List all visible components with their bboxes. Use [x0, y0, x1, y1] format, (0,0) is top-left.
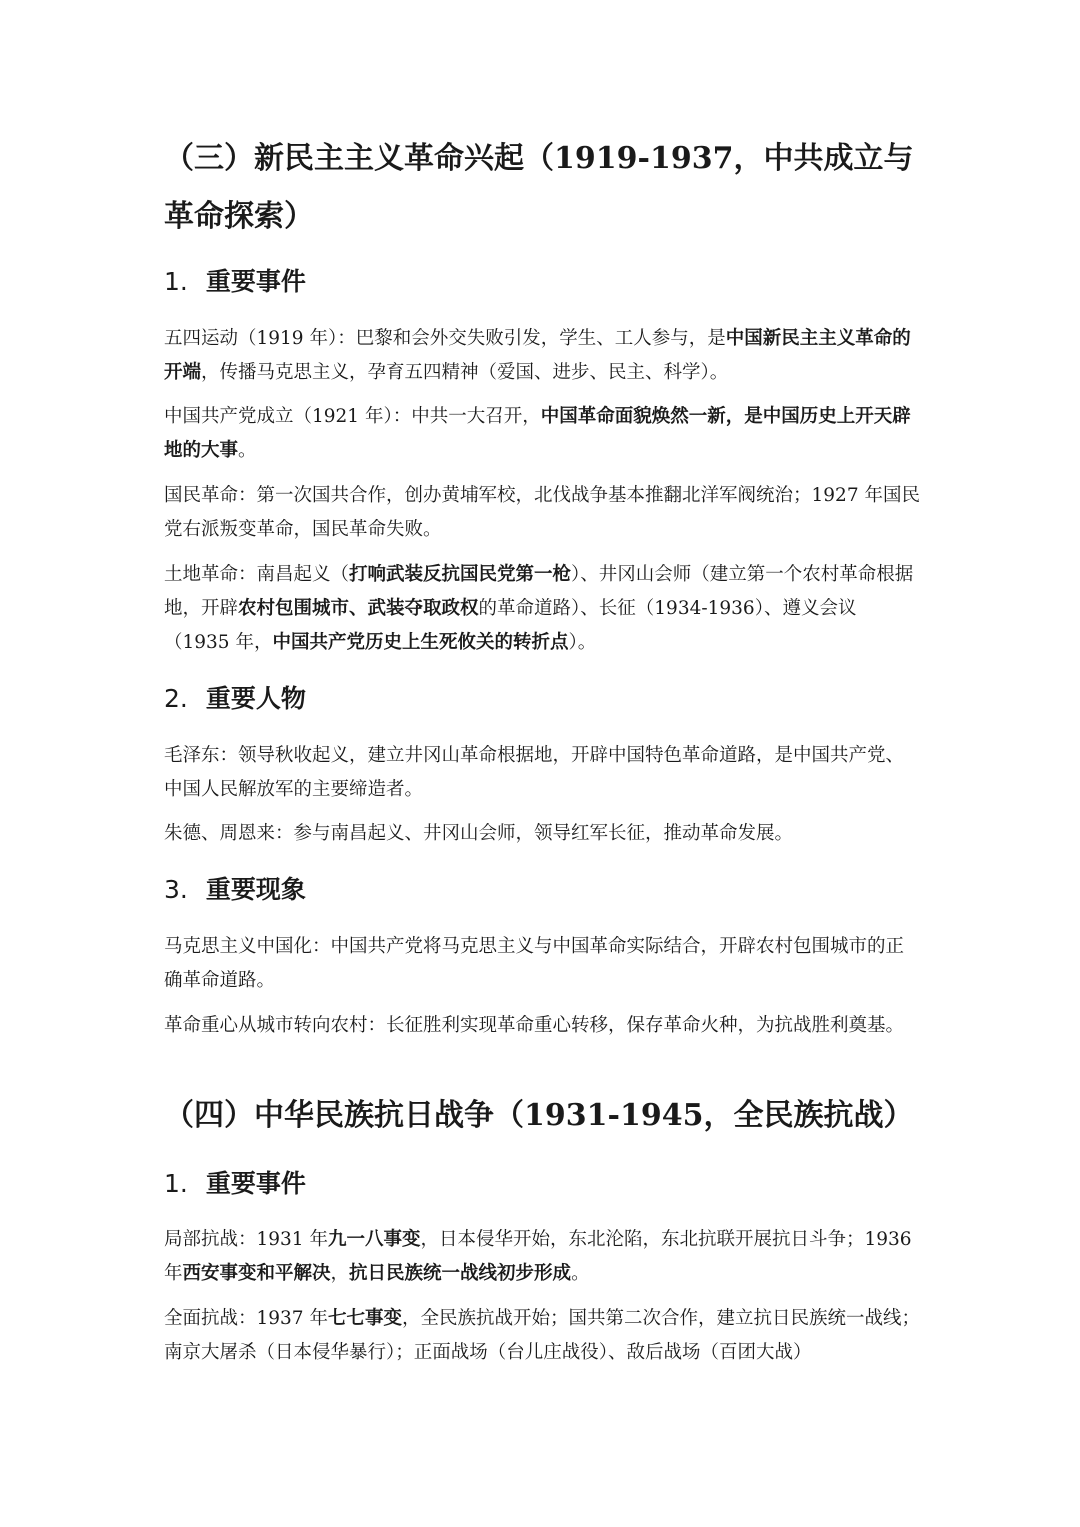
- section-3-phenomena-heading: [164, 874, 306, 906]
- heading-text: 重要现象: [205, 875, 306, 904]
- text-run: 中国共产党成立（1921 年）：中共一大召开，: [164, 406, 541, 427]
- section-4-events-heading: [164, 1168, 306, 1200]
- text-run: 全面抗战：1937 年: [164, 1308, 328, 1329]
- bold-run: 中国共产党历史上生死攸关的转折点: [272, 632, 569, 653]
- section-4-title: （四）中华民族抗日战争（1931-1945，全民族抗战）: [164, 1098, 914, 1133]
- event-ccp-founding: [164, 400, 922, 468]
- event-full-resistance: [164, 1302, 922, 1370]
- heading-text: 重要人物: [205, 684, 306, 713]
- bold-run: 中国革命面貌焕然一新，是中国历史上开天辟地的大事: [164, 406, 911, 461]
- phenomenon-rural-shift: 革命重心从城市转向农村：长征胜利实现革命重心转移，保存革命火种，为抗战胜利奠基。: [164, 1015, 905, 1036]
- event-may-fourth: [164, 322, 922, 390]
- text-run: 。: [238, 440, 257, 461]
- heading-text: 重要事件: [205, 267, 306, 296]
- heading-number: 1.: [164, 1169, 188, 1198]
- person-mao: 毛泽东：领导秋收起义，建立井冈山革命根据地，开辟中国特色革命道路，是中国共产党、中国人民解放军的主要缔造者。: [164, 745, 905, 800]
- text-run: ，: [330, 1263, 350, 1284]
- text-run: 的革命道路）、长征（1934-1936）、遵义会议（1935 年，: [164, 598, 857, 653]
- text-run: 五四运动（1919 年）：巴黎和会外交失败引发，学生、工人参与，是: [164, 328, 726, 349]
- event-land-revolution: [164, 558, 922, 660]
- text-run: 。: [571, 1263, 590, 1284]
- bold-run: 抗日民族统一战线初步形成: [349, 1263, 572, 1284]
- bold-run: 中国新民主主义革命的开端: [164, 328, 911, 383]
- bold-run: 七七事变: [327, 1308, 402, 1329]
- bold-run: 打响武装反抗国民党第一枪: [349, 564, 572, 585]
- heading-number: 2.: [164, 684, 188, 713]
- phenomenon-sinicization: 马克思主义中国化：中国共产党将马克思主义与中国革命实际结合，开辟农村包围城市的正确革命道路。: [164, 936, 905, 991]
- bold-run: 西安事变和平解决: [182, 1263, 331, 1284]
- heading-number: 1.: [164, 267, 188, 296]
- section-3-events-heading: [164, 266, 306, 298]
- text-run: 土地革命：南昌起义（: [164, 564, 350, 585]
- text-run: ，日本侵华开始，东北沦陷，东北抗联开展抗日斗争；1936 年: [164, 1229, 912, 1284]
- text-run: ，传播马克思主义，孕育五四精神（爱国、进步、民主、科学）。: [201, 362, 729, 383]
- text-run: 局部抗战：1931 年: [164, 1229, 328, 1250]
- text-run: 国民革命：第一次国共合作，创办黄埔军校，北伐战争基本推翻北洋军阀统治；1927 年国民党右派叛变革命，国民革命失败。: [164, 485, 920, 540]
- text-run: ）。: [568, 632, 597, 653]
- section-3-title: （三）新民主主义革命兴起（1919-1937，中共成立与革命探索）: [164, 141, 914, 234]
- heading-text: 重要事件: [205, 1169, 306, 1198]
- event-national-revolution: [164, 479, 922, 547]
- person-zhu-zhou: 朱德、周恩来：参与南昌起义、井冈山会师，领导红军长征，推动革命发展。: [164, 823, 794, 844]
- event-partial-resistance: [164, 1223, 922, 1291]
- bold-run: 农村包围城市、武装夺取政权: [238, 598, 479, 619]
- bold-run: 九一八事变: [327, 1229, 421, 1250]
- text-run: ，全民族抗战开始；国共第二次合作，建立抗日民族统一战线；南京大屠杀（日本侵华暴行）；正面战场（台儿庄战役）、敌后战场（百团大战）: [164, 1308, 920, 1363]
- heading-number: 3.: [164, 875, 188, 904]
- section-3-people-heading: [164, 683, 306, 715]
- text-run: ）、井冈山会师（建立第一个农村革命根据地，开辟: [164, 564, 914, 619]
